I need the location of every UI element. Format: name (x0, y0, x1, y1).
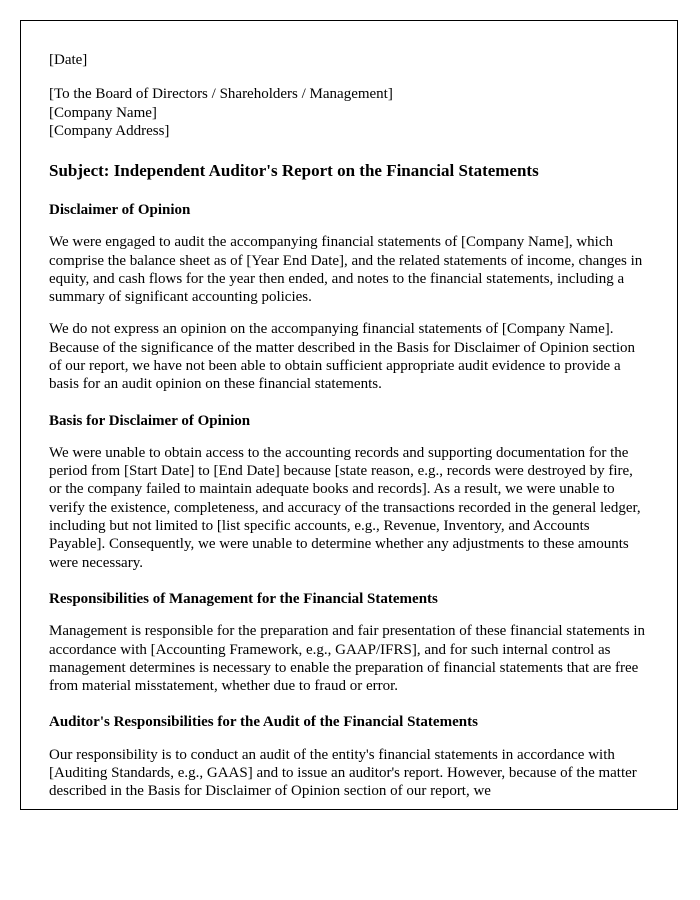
section-basis-for-disclaimer (49, 412, 649, 572)
section-auditor-responsibilities (49, 713, 649, 800)
paragraph: Management is responsible for the preparation and fair presentation of these financial statements in accordance with [Accounting Framework, e.g., GAAP/IFRS], and for such internal control as management determines is necessary to enable the preparation of financial statements that are free from material misstatement, whether due to fraud or error. (49, 623, 646, 695)
recipient-line: [Company Name] (49, 104, 157, 121)
section-disclaimer-of-opinion (49, 201, 649, 394)
paragraph: We were engaged to audit the accompanying financial statements of [Company Name], which comprise the balance sheet as of [Year End Date], and the related statements of income, changes in equity, and cash flows for the year then ended, and notes to the financial statements, including a summary of significant accounting policies. (49, 234, 643, 306)
letter-date: [Date] (49, 52, 88, 68)
section-management-responsibilities (49, 590, 649, 695)
letter-page (20, 20, 678, 810)
paragraph: We do not express an opinion on the accompanying financial statements of [Company Name]. Because of the significance of the matter described in the Basis for Disclaimer of Opinion section of our report, we have not been able to obtain sufficient appropriate audit evidence to provide a basis for an audit opinion on these financial statements. (49, 321, 636, 393)
section-heading: Auditor's Responsibilities for the Audit of the Financial Statements (49, 714, 478, 731)
recipient-line: [Company Address] (49, 122, 170, 139)
recipient-line: [To the Board of Directors / Shareholders / Management] (49, 86, 393, 103)
section-heading: Responsibilities of Management for the Financial Statements (49, 590, 438, 607)
paragraph: We were unable to obtain access to the accounting records and supporting documentation for the period from [Start Date] to [End Date] because [state reason, e.g., records were destroyed by fire, or the company failed to maintain adequate books and records]. As a result, we were unable to verify the existence, completeness, and accuracy of the transactions recorded in the general ledger, including but not limited to [list specific accounts, e.g., Revenue, Inventory, and Accounts Payable]. Consequently, we were unable to determine whether any adjustments to these amounts were necessary. (49, 444, 641, 571)
section-heading: Basis for Disclaimer of Opinion (49, 412, 251, 429)
subject-line: Subject: Independent Auditor's Report on the Financial Statements (49, 161, 539, 181)
section-heading: Disclaimer of Opinion (49, 201, 191, 218)
recipient-block (49, 85, 649, 140)
paragraph: Our responsibility is to conduct an audit of the entity's financial statements in accordance with [Auditing Standards, e.g., GAAS] and to issue an auditor's report. However, because of the matter described in the Basis for Disclaimer of Opinion section of our report, we (49, 746, 637, 800)
